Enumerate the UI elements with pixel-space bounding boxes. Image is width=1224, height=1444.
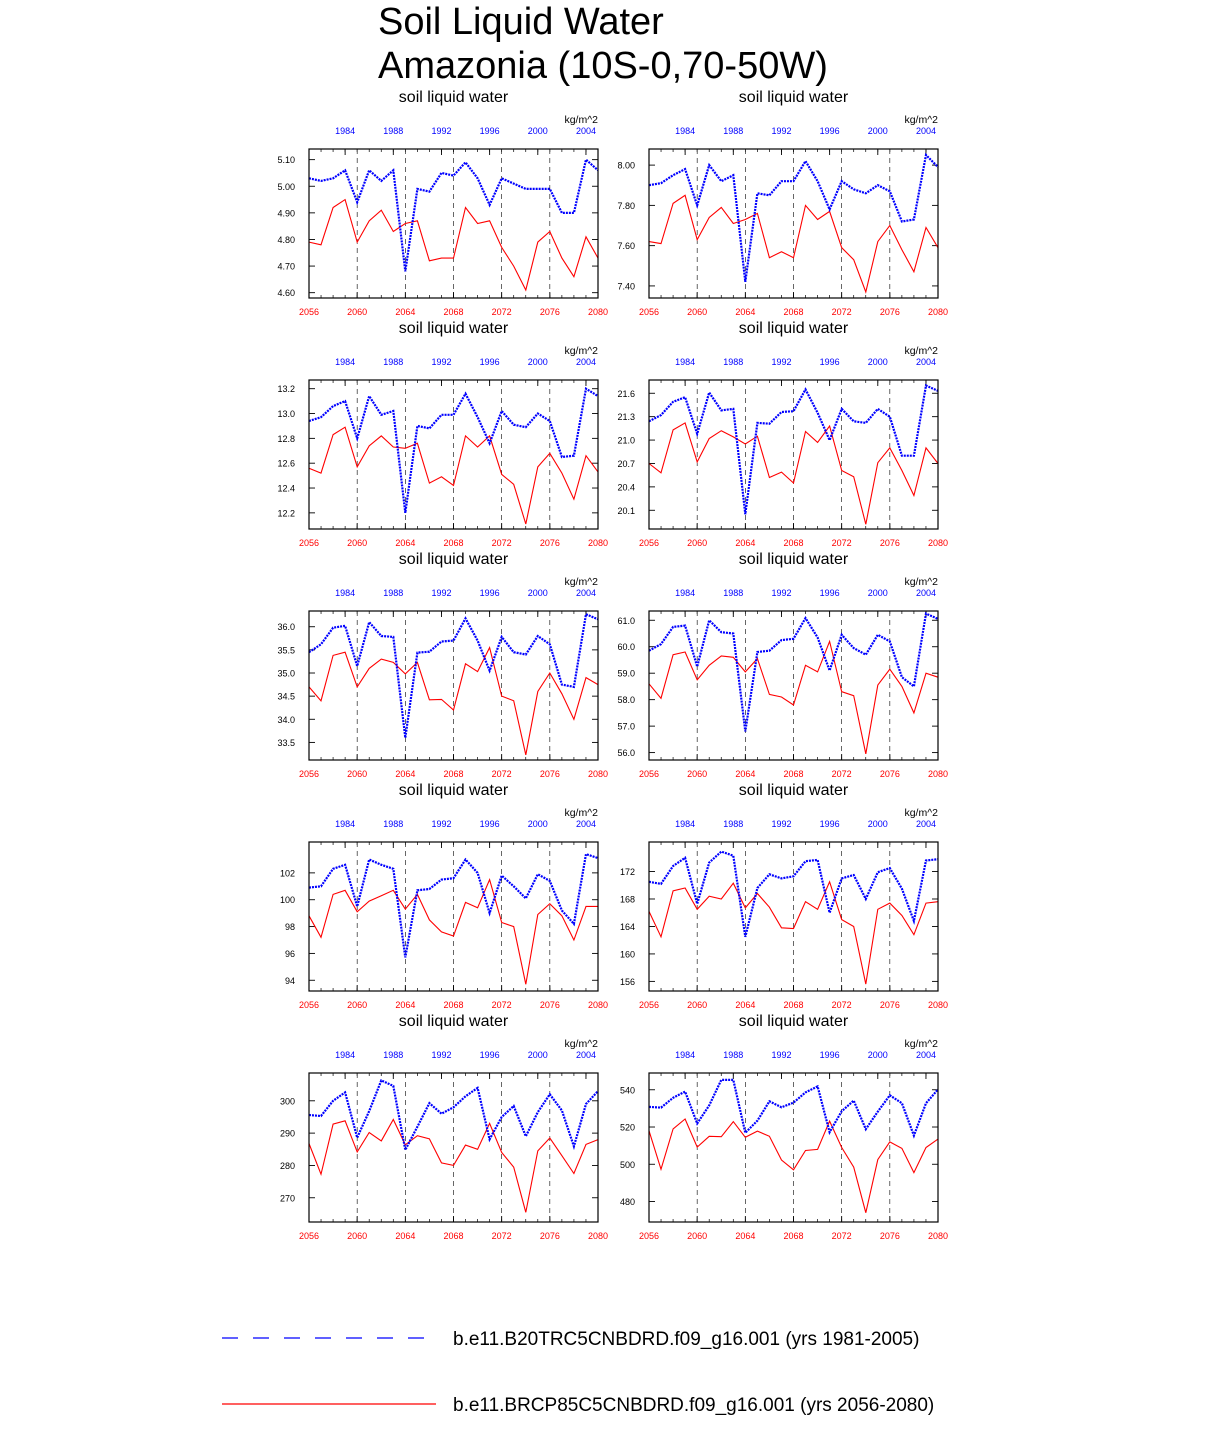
y-tick-label: 96 bbox=[284, 948, 295, 959]
bottom-tick-label: 2080 bbox=[927, 1000, 949, 1010]
bottom-tick-label: 2064 bbox=[735, 769, 756, 779]
top-tick-label: 2004 bbox=[575, 357, 596, 367]
bottom-tick-label: 2060 bbox=[347, 1231, 368, 1241]
y-tick-label: 56.0 bbox=[617, 748, 635, 759]
panel-9 bbox=[280, 1013, 608, 1241]
top-tick-label: 1988 bbox=[723, 357, 744, 367]
top-tick-label: 2004 bbox=[915, 1050, 936, 1060]
bottom-tick-label: 2056 bbox=[638, 1231, 660, 1241]
y-tick-label: 13.0 bbox=[277, 409, 295, 420]
top-tick-label: 1984 bbox=[335, 819, 356, 829]
bottom-tick-label: 2060 bbox=[687, 769, 708, 779]
top-tick-label: 2000 bbox=[867, 357, 888, 367]
panel-units: kg/m^2 bbox=[904, 1038, 938, 1050]
bottom-tick-label: 2064 bbox=[395, 1000, 416, 1010]
top-tick-label: 1984 bbox=[335, 357, 356, 367]
bottom-tick-label: 2076 bbox=[879, 1000, 900, 1010]
bottom-tick-label: 2064 bbox=[735, 1000, 756, 1010]
bottom-tick-label: 2064 bbox=[735, 538, 756, 548]
top-tick-label: 2004 bbox=[575, 819, 596, 829]
bottom-tick-label: 2072 bbox=[491, 1000, 512, 1010]
figure-title-line2: Amazonia (10S-0,70-50W) bbox=[378, 45, 828, 87]
bottom-tick-label: 2056 bbox=[298, 1231, 320, 1241]
top-tick-label: 1988 bbox=[383, 588, 404, 598]
bottom-tick-label: 2056 bbox=[298, 1000, 320, 1010]
series-historical-line bbox=[649, 386, 938, 515]
bottom-tick-label: 2072 bbox=[831, 307, 852, 317]
bottom-tick-label: 2072 bbox=[831, 769, 852, 779]
bottom-tick-label: 2068 bbox=[443, 538, 464, 548]
panel-units: kg/m^2 bbox=[564, 576, 598, 588]
legend-label-historical: b.e11.B20TRC5CNBDRD.f09_g16.001 (yrs 1981-2005) bbox=[453, 1329, 920, 1350]
panel-2 bbox=[617, 89, 948, 317]
y-tick-label: 172 bbox=[619, 867, 635, 878]
bottom-tick-label: 2068 bbox=[783, 1231, 804, 1241]
bottom-tick-label: 2060 bbox=[347, 307, 368, 317]
top-tick-label: 1996 bbox=[819, 588, 840, 598]
bottom-tick-label: 2076 bbox=[539, 1000, 560, 1010]
panel-units: kg/m^2 bbox=[564, 807, 598, 819]
top-tick-label: 1984 bbox=[675, 126, 696, 136]
panel-title: soil liquid water bbox=[738, 320, 849, 337]
panel-units: kg/m^2 bbox=[904, 807, 938, 819]
y-tick-label: 5.10 bbox=[277, 155, 295, 166]
bottom-tick-label: 2056 bbox=[298, 307, 320, 317]
panel-units: kg/m^2 bbox=[564, 1038, 598, 1050]
bottom-tick-label: 2076 bbox=[879, 1231, 900, 1241]
top-tick-label: 2000 bbox=[867, 126, 888, 136]
y-tick-label: 33.5 bbox=[277, 737, 295, 748]
bottom-tick-label: 2072 bbox=[831, 1000, 852, 1010]
series-future-line bbox=[309, 1120, 598, 1213]
top-tick-label: 1996 bbox=[479, 819, 500, 829]
top-tick-label: 1988 bbox=[383, 819, 404, 829]
y-tick-label: 35.5 bbox=[277, 645, 295, 656]
y-tick-label: 280 bbox=[279, 1160, 295, 1171]
bottom-tick-label: 2076 bbox=[539, 769, 560, 779]
y-tick-label: 36.0 bbox=[277, 622, 295, 633]
y-tick-label: 98 bbox=[284, 922, 295, 933]
panel-5 bbox=[277, 551, 608, 779]
y-tick-label: 20.7 bbox=[617, 458, 635, 469]
panel-units: kg/m^2 bbox=[904, 345, 938, 357]
panel-8 bbox=[620, 782, 948, 1010]
panel-title: soil liquid water bbox=[738, 551, 849, 568]
y-tick-label: 61.0 bbox=[617, 615, 635, 626]
top-tick-label: 1992 bbox=[431, 1050, 452, 1060]
bottom-tick-label: 2072 bbox=[831, 1231, 852, 1241]
top-tick-label: 1992 bbox=[771, 819, 792, 829]
panel-units: kg/m^2 bbox=[564, 345, 598, 357]
top-tick-label: 1992 bbox=[431, 588, 452, 598]
panel-title: soil liquid water bbox=[738, 1013, 849, 1030]
y-tick-label: 7.60 bbox=[617, 241, 635, 252]
y-tick-label: 57.0 bbox=[617, 721, 635, 732]
top-tick-label: 1984 bbox=[675, 588, 696, 598]
y-tick-label: 20.4 bbox=[617, 482, 635, 493]
top-tick-label: 1988 bbox=[723, 1050, 744, 1060]
bottom-tick-label: 2060 bbox=[347, 1000, 368, 1010]
bottom-tick-label: 2068 bbox=[443, 1231, 464, 1241]
legend bbox=[222, 1329, 934, 1416]
bottom-tick-label: 2080 bbox=[927, 538, 949, 548]
y-tick-label: 94 bbox=[284, 975, 295, 986]
panel-1 bbox=[277, 89, 608, 317]
panel-units: kg/m^2 bbox=[904, 576, 938, 588]
bottom-tick-label: 2068 bbox=[443, 769, 464, 779]
y-tick-label: 500 bbox=[619, 1159, 635, 1170]
y-tick-label: 156 bbox=[619, 976, 635, 987]
bottom-tick-label: 2080 bbox=[587, 1000, 609, 1010]
bottom-tick-label: 2080 bbox=[587, 1231, 609, 1241]
y-tick-label: 21.0 bbox=[617, 435, 635, 446]
y-tick-label: 520 bbox=[619, 1122, 635, 1133]
bottom-tick-label: 2064 bbox=[735, 1231, 756, 1241]
y-tick-label: 34.5 bbox=[277, 691, 295, 702]
top-tick-label: 1988 bbox=[723, 819, 744, 829]
bottom-tick-label: 2072 bbox=[491, 1231, 512, 1241]
top-tick-label: 1988 bbox=[723, 126, 744, 136]
y-tick-label: 60.0 bbox=[617, 642, 635, 653]
top-tick-label: 1992 bbox=[431, 819, 452, 829]
bottom-tick-label: 2056 bbox=[638, 538, 660, 548]
top-tick-label: 2004 bbox=[575, 588, 596, 598]
top-tick-label: 1984 bbox=[675, 1050, 696, 1060]
bottom-tick-label: 2068 bbox=[783, 307, 804, 317]
bottom-tick-label: 2076 bbox=[879, 307, 900, 317]
panel-units: kg/m^2 bbox=[564, 114, 598, 126]
bottom-tick-label: 2064 bbox=[735, 307, 756, 317]
y-tick-label: 7.40 bbox=[617, 281, 635, 292]
series-historical-line bbox=[649, 155, 938, 282]
y-tick-label: 540 bbox=[619, 1085, 635, 1096]
bottom-tick-label: 2076 bbox=[539, 1231, 560, 1241]
bottom-tick-label: 2072 bbox=[491, 769, 512, 779]
bottom-tick-label: 2076 bbox=[879, 769, 900, 779]
top-tick-label: 1992 bbox=[771, 126, 792, 136]
bottom-tick-label: 2068 bbox=[443, 1000, 464, 1010]
top-tick-label: 2000 bbox=[867, 1050, 888, 1060]
y-tick-label: 290 bbox=[279, 1128, 295, 1139]
panel-title: soil liquid water bbox=[738, 782, 849, 799]
top-tick-label: 1988 bbox=[723, 588, 744, 598]
top-tick-label: 1988 bbox=[383, 357, 404, 367]
top-tick-label: 1992 bbox=[771, 588, 792, 598]
bottom-tick-label: 2056 bbox=[298, 769, 320, 779]
panel-title: soil liquid water bbox=[738, 89, 849, 106]
panel-title: soil liquid water bbox=[398, 782, 509, 799]
top-tick-label: 2000 bbox=[527, 126, 548, 136]
y-tick-label: 5.00 bbox=[277, 181, 295, 192]
top-tick-label: 2000 bbox=[867, 588, 888, 598]
bottom-tick-label: 2060 bbox=[687, 307, 708, 317]
y-tick-label: 160 bbox=[619, 949, 635, 960]
top-tick-label: 1984 bbox=[675, 357, 696, 367]
top-tick-label: 1996 bbox=[479, 588, 500, 598]
panel-units: kg/m^2 bbox=[904, 114, 938, 126]
top-tick-label: 1992 bbox=[771, 357, 792, 367]
top-tick-label: 1988 bbox=[383, 1050, 404, 1060]
top-tick-label: 2000 bbox=[527, 1050, 548, 1060]
y-tick-label: 7.80 bbox=[617, 200, 635, 211]
bottom-tick-label: 2080 bbox=[587, 307, 609, 317]
top-tick-label: 2000 bbox=[527, 819, 548, 829]
y-tick-label: 100 bbox=[279, 895, 295, 906]
bottom-tick-label: 2080 bbox=[927, 1231, 949, 1241]
top-tick-label: 1984 bbox=[335, 1050, 356, 1060]
bottom-tick-label: 2068 bbox=[783, 1000, 804, 1010]
bottom-tick-label: 2072 bbox=[491, 538, 512, 548]
top-tick-label: 1996 bbox=[819, 126, 840, 136]
bottom-tick-label: 2068 bbox=[783, 538, 804, 548]
y-tick-label: 12.2 bbox=[277, 508, 295, 519]
top-tick-label: 1984 bbox=[675, 819, 696, 829]
bottom-tick-label: 2076 bbox=[539, 538, 560, 548]
top-tick-label: 1996 bbox=[479, 357, 500, 367]
top-tick-label: 2004 bbox=[575, 126, 596, 136]
bottom-tick-label: 2060 bbox=[687, 1231, 708, 1241]
panel-6 bbox=[617, 551, 948, 779]
panel-4 bbox=[617, 320, 948, 548]
bottom-tick-label: 2080 bbox=[587, 538, 609, 548]
bottom-tick-label: 2060 bbox=[687, 1000, 708, 1010]
y-tick-label: 13.2 bbox=[277, 384, 295, 395]
top-tick-label: 2004 bbox=[915, 357, 936, 367]
top-tick-label: 2004 bbox=[915, 588, 936, 598]
y-tick-label: 21.6 bbox=[617, 388, 635, 399]
top-tick-label: 1984 bbox=[335, 588, 356, 598]
bottom-tick-label: 2080 bbox=[927, 769, 949, 779]
y-tick-label: 8.00 bbox=[617, 160, 635, 171]
y-tick-label: 35.0 bbox=[277, 668, 295, 679]
bottom-tick-label: 2060 bbox=[347, 538, 368, 548]
panel-3 bbox=[277, 320, 608, 548]
bottom-tick-label: 2064 bbox=[395, 307, 416, 317]
panel-title: soil liquid water bbox=[398, 89, 509, 106]
y-tick-label: 4.80 bbox=[277, 234, 295, 245]
bottom-tick-label: 2068 bbox=[783, 769, 804, 779]
top-tick-label: 1996 bbox=[479, 126, 500, 136]
top-tick-label: 2000 bbox=[527, 588, 548, 598]
bottom-tick-label: 2060 bbox=[347, 769, 368, 779]
top-tick-label: 1996 bbox=[479, 1050, 500, 1060]
top-tick-label: 2000 bbox=[867, 819, 888, 829]
y-tick-label: 164 bbox=[619, 921, 635, 932]
bottom-tick-label: 2072 bbox=[491, 307, 512, 317]
y-tick-label: 300 bbox=[279, 1096, 295, 1107]
top-tick-label: 1984 bbox=[335, 126, 356, 136]
panel-title: soil liquid water bbox=[398, 551, 509, 568]
bottom-tick-label: 2064 bbox=[395, 1231, 416, 1241]
y-tick-label: 20.1 bbox=[617, 505, 635, 516]
bottom-tick-label: 2056 bbox=[638, 307, 660, 317]
top-tick-label: 1988 bbox=[383, 126, 404, 136]
y-tick-label: 12.8 bbox=[277, 433, 295, 444]
top-tick-label: 1992 bbox=[431, 357, 452, 367]
y-tick-label: 12.6 bbox=[277, 458, 295, 469]
y-tick-label: 59.0 bbox=[617, 668, 635, 679]
y-tick-label: 4.70 bbox=[277, 261, 295, 272]
top-tick-label: 1996 bbox=[819, 819, 840, 829]
top-tick-label: 1992 bbox=[431, 126, 452, 136]
y-tick-label: 58.0 bbox=[617, 695, 635, 706]
bottom-tick-label: 2056 bbox=[298, 538, 320, 548]
bottom-tick-label: 2064 bbox=[395, 769, 416, 779]
y-tick-label: 102 bbox=[279, 868, 295, 879]
bottom-tick-label: 2080 bbox=[587, 769, 609, 779]
y-tick-label: 4.60 bbox=[277, 288, 295, 299]
panel-title: soil liquid water bbox=[398, 320, 509, 337]
y-tick-label: 12.4 bbox=[277, 483, 295, 494]
bottom-tick-label: 2076 bbox=[539, 307, 560, 317]
panel-title: soil liquid water bbox=[398, 1013, 509, 1030]
bottom-tick-label: 2076 bbox=[879, 538, 900, 548]
top-tick-label: 2004 bbox=[915, 126, 936, 136]
panel-7 bbox=[280, 782, 608, 1010]
y-tick-label: 21.3 bbox=[617, 412, 635, 423]
top-tick-label: 2004 bbox=[915, 819, 936, 829]
top-tick-label: 1992 bbox=[771, 1050, 792, 1060]
top-tick-label: 2004 bbox=[575, 1050, 596, 1060]
top-tick-label: 1996 bbox=[819, 1050, 840, 1060]
y-tick-label: 168 bbox=[619, 894, 635, 905]
top-tick-label: 1996 bbox=[819, 357, 840, 367]
bottom-tick-label: 2072 bbox=[831, 538, 852, 548]
figure-title-line1: Soil Liquid Water bbox=[378, 1, 664, 43]
bottom-tick-label: 2056 bbox=[638, 1000, 660, 1010]
bottom-tick-label: 2064 bbox=[395, 538, 416, 548]
panel-10 bbox=[620, 1013, 948, 1241]
y-tick-label: 480 bbox=[619, 1197, 635, 1208]
bottom-tick-label: 2080 bbox=[927, 307, 949, 317]
y-tick-label: 34.0 bbox=[277, 714, 295, 725]
y-tick-label: 4.90 bbox=[277, 208, 295, 219]
bottom-tick-label: 2056 bbox=[638, 769, 660, 779]
top-tick-label: 2000 bbox=[527, 357, 548, 367]
y-tick-label: 270 bbox=[279, 1193, 295, 1204]
bottom-tick-label: 2068 bbox=[443, 307, 464, 317]
panel-grid bbox=[277, 89, 948, 1241]
legend-label-future: b.e11.BRCP85C5CNBDRD.f09_g16.001 (yrs 2056-2080) bbox=[453, 1395, 935, 1416]
bottom-tick-label: 2060 bbox=[687, 538, 708, 548]
